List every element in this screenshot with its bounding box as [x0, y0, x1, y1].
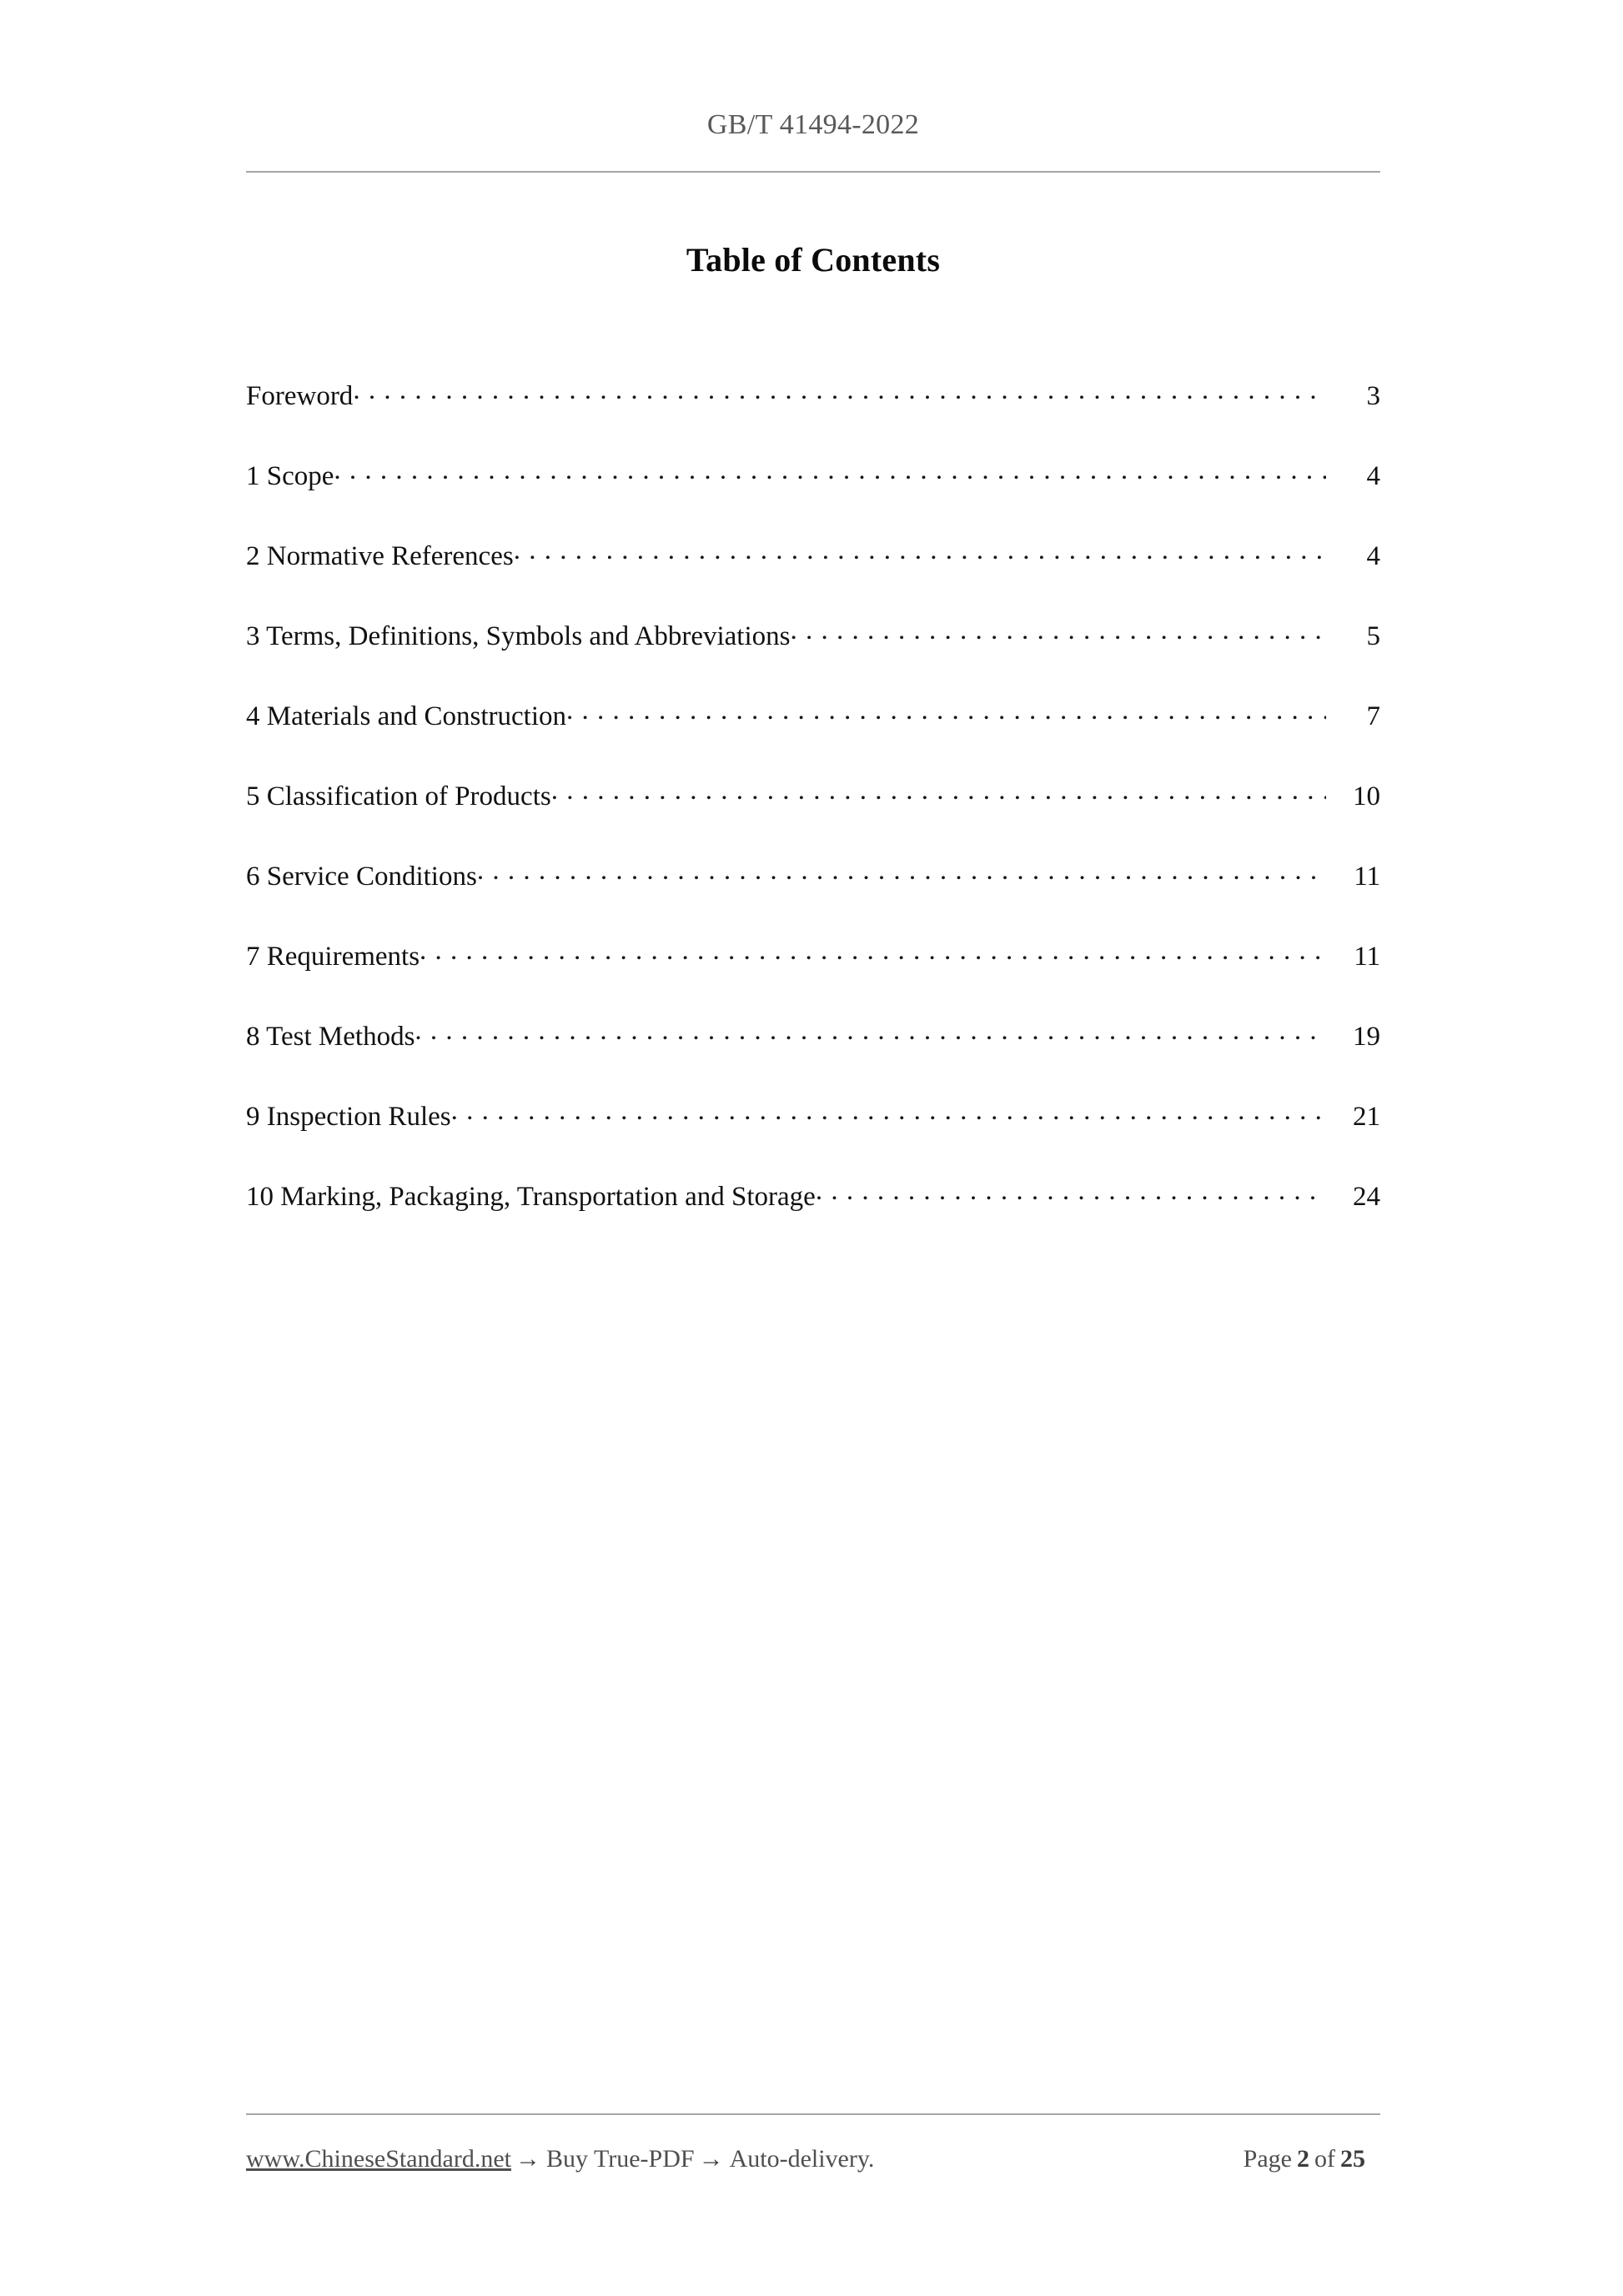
- toc-dot-leader: [551, 777, 1326, 805]
- toc-entry[interactable]: [246, 697, 1380, 777]
- toc-entry-page-number: 5: [1366, 621, 1380, 651]
- pagination-page-word: Page: [1243, 2145, 1292, 2173]
- pagination: [1239, 2145, 1380, 2173]
- toc-entry-page-number: 10: [1353, 781, 1380, 811]
- toc-entry[interactable]: [246, 457, 1380, 537]
- toc-entry[interactable]: [246, 617, 1380, 697]
- pagination-total: 25: [1340, 2145, 1365, 2173]
- toc-dot-leader: [420, 937, 1326, 965]
- toc-entry-page-number: 3: [1366, 381, 1380, 411]
- toc-entry-label: 5 Classification of Products: [246, 781, 551, 811]
- toc-entry[interactable]: [246, 1178, 1380, 1258]
- toc-dot-leader: [353, 377, 1326, 404]
- toc-entry-page-number: 24: [1353, 1182, 1380, 1212]
- page-footer: [246, 2145, 1380, 2173]
- toc-dot-leader: [415, 1017, 1326, 1045]
- page-header: [246, 108, 1380, 143]
- toc-entry-page-number: 4: [1366, 541, 1380, 571]
- toc-entry-label: 1 Scope: [246, 461, 334, 491]
- pagination-of-word: of: [1314, 2145, 1335, 2173]
- toc-entry-label: 8 Test Methods: [246, 1022, 415, 1052]
- toc-entry-label: 10 Marking, Packaging, Transportation and Storage: [246, 1182, 816, 1212]
- footer-promo-buy: Buy True-PDF: [546, 2145, 695, 2173]
- toc-entry-page-number: 4: [1366, 461, 1380, 491]
- toc-entry-page-number: 19: [1353, 1022, 1380, 1052]
- toc-dot-leader: [790, 617, 1326, 645]
- toc-entry[interactable]: [246, 857, 1380, 937]
- toc-entry-label: 6 Service Conditions: [246, 862, 477, 892]
- toc-entry-label: 4 Materials and Construction: [246, 701, 567, 731]
- toc-dot-leader: [566, 697, 1326, 725]
- toc-entry-page-number: 7: [1366, 701, 1380, 731]
- toc-entry[interactable]: [246, 1098, 1380, 1178]
- toc-entry[interactable]: [246, 1017, 1380, 1098]
- toc-dot-leader: [514, 537, 1326, 565]
- table-of-contents: [246, 377, 1380, 1258]
- pagination-current: 2: [1297, 2145, 1309, 2173]
- toc-dot-leader: [451, 1098, 1326, 1125]
- footer-divider: [246, 2113, 1380, 2115]
- toc-entry-label: 7 Requirements: [246, 942, 420, 972]
- toc-entry[interactable]: [246, 537, 1380, 617]
- toc-entry-label: Foreword: [246, 381, 354, 411]
- standard-number: GB/T 41494-2022: [706, 109, 920, 140]
- footer-promo: [246, 2145, 874, 2173]
- page-title: Table of Contents: [686, 241, 941, 279]
- arrow-right-icon: →: [515, 2145, 540, 2173]
- chinesestandard-link[interactable]: www.ChineseStandard.net: [246, 2145, 511, 2173]
- toc-entry-label: 3 Terms, Definitions, Symbols and Abbreviations: [246, 621, 791, 651]
- toc-entry-page-number: 21: [1353, 1102, 1380, 1132]
- toc-dot-leader: [477, 857, 1326, 885]
- toc-entry-page-number: 11: [1354, 862, 1380, 892]
- header-divider: [246, 171, 1380, 173]
- footer-promo-delivery: Auto-delivery.: [729, 2145, 875, 2173]
- toc-dot-leader: [334, 457, 1326, 485]
- toc-entry[interactable]: [246, 377, 1380, 457]
- toc-dot-leader: [816, 1178, 1326, 1205]
- toc-entry[interactable]: [246, 937, 1380, 1017]
- arrow-right-icon-2: →: [698, 2145, 724, 2173]
- toc-entry-label: 9 Inspection Rules: [246, 1102, 451, 1132]
- toc-entry-label: 2 Normative References: [246, 541, 514, 571]
- toc-entry[interactable]: [246, 777, 1380, 857]
- toc-entry-page-number: 11: [1354, 942, 1380, 972]
